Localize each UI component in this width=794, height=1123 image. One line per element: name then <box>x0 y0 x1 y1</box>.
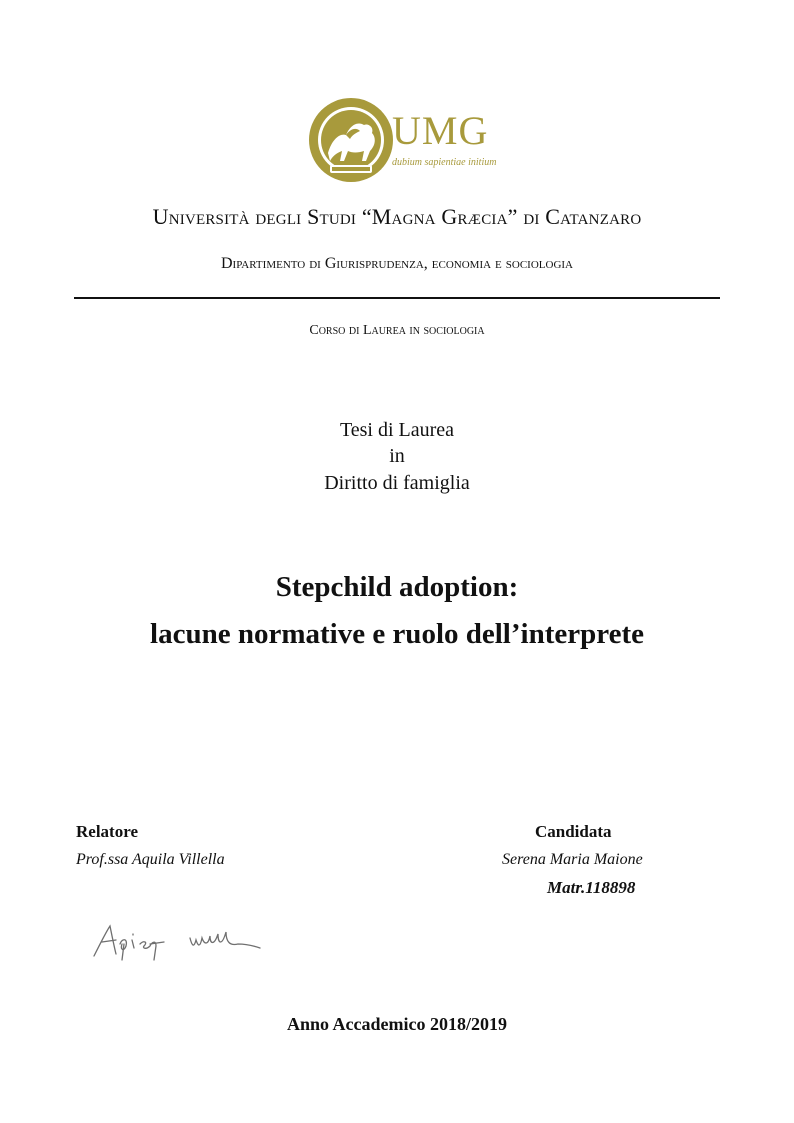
thesis-title-line-2: lacune normative e ruolo dell’interprete <box>150 618 644 650</box>
academic-year: Anno Accademico 2018/2019 <box>287 1014 507 1034</box>
thesis-connector: in <box>389 445 405 467</box>
header-divider <box>74 297 720 299</box>
candidata-matricola: Matr.118898 <box>547 878 636 897</box>
candidata-label: Candidata <box>535 822 612 841</box>
university-name: Università degli Studi “Magna Græcia” di Catanzaro <box>152 204 642 229</box>
logo-wordmark: UMG <box>392 108 489 153</box>
logo-motto: dubium sapientiae initium <box>392 157 497 168</box>
thesis-title-line-1: Stepchild adoption: <box>275 571 519 603</box>
relatore-signature <box>90 914 290 964</box>
thesis-type: Tesi di Laurea <box>339 419 455 441</box>
relatore-name: Prof.ssa Aquila Villella <box>76 851 225 868</box>
candidata-name: Serena Maria Maione <box>502 851 643 868</box>
university-logo <box>306 95 506 185</box>
relatore-label: Relatore <box>76 822 138 841</box>
course-name: Corso di Laurea in sociologia <box>309 323 485 338</box>
umg-seal-icon <box>306 95 396 185</box>
department-name: Dipartimento di Giurisprudenza, economia e sociologia <box>220 255 573 272</box>
thesis-subject: Diritto di famiglia <box>324 472 470 494</box>
